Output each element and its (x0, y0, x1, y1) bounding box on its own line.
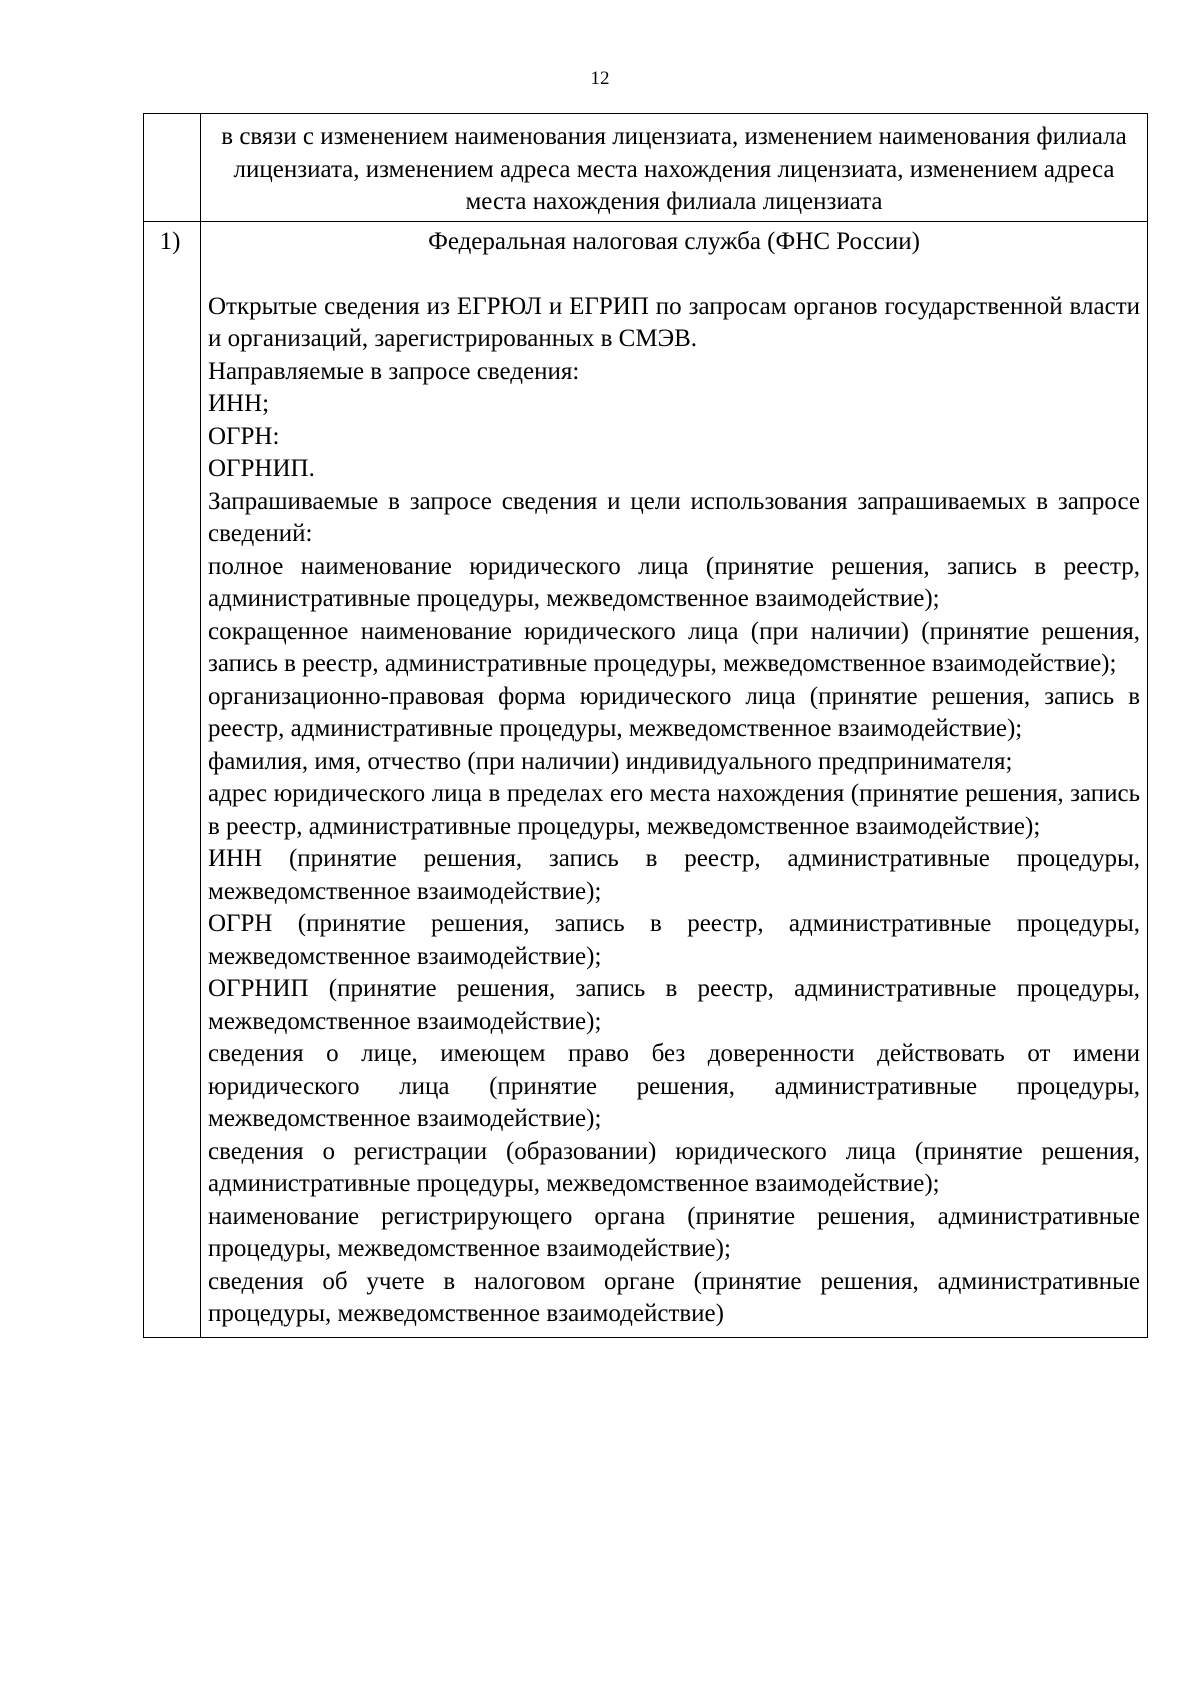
row-content (201, 221, 1148, 1337)
sent-item: ИНН; (208, 390, 270, 417)
page-number: 12 (590, 68, 610, 89)
requested-label: Запрашиваемые в запросе сведения и цели использования запрашиваемых в запросе сведений: (208, 487, 1140, 547)
row-number: 1) (144, 221, 201, 1337)
sent-label: Направляемые в запросе сведения: (208, 357, 580, 385)
requested-item: сведения об учете в налоговом органе (принятие решения, административные процедуры, межведомственное взаимодействие) (208, 1267, 1140, 1327)
table-header-row (144, 114, 1148, 222)
requested-item: ОГРН (принятие решения, запись в реестр, административные процедуры, межведомственное взаимодействие); (208, 910, 1140, 970)
requested-item: наименование регистрирующего органа (принятие решения, административные процедуры, межведомственное взаимодействие); (208, 1202, 1140, 1262)
sent-item: ОГРН: (208, 422, 280, 450)
requested-item: организационно-правовая форма юридического лица (принятие решения, запись в реестр, административные процедуры, межведомственное взаимодействие); (208, 682, 1140, 742)
requested-item: ИНН (принятие решения, запись в реестр, административные процедуры, межведомственное взаимодействие); (208, 845, 1140, 905)
requested-item: сведения о лице, имеющем право без доверенности действовать от имени юридического лица (принятие решения, административные процедуры, межведомственное взаимодействие); (208, 1040, 1140, 1132)
requested-item: сокращенное наименование юридического лица (при наличии) (принятие решения, запись в реестр, административные процедуры, межведомственное взаимодействие); (208, 617, 1140, 677)
sent-item: ОГРНИП. (208, 455, 315, 482)
requested-item: полное наименование юридического лица (принятие решения, запись в реестр, административные процедуры, межведомственное взаимодействие); (208, 552, 1140, 612)
requested-item: адрес юридического лица в пределах его места нахождения (принятие решения, запись в реестр, административные процедуры, межведомственное взаимодействие); (208, 780, 1140, 840)
service-title: Федеральная налоговая служба (ФНС России) (428, 227, 920, 255)
spacer (208, 258, 1140, 291)
requested-item: фамилия, имя, отчество (при наличии) индивидуального предпринимателя; (208, 747, 1013, 775)
document-table (143, 113, 1148, 1338)
requested-item: сведения о регистрации (образовании) юридического лица (принятие решения, административные процедуры, межведомственное взаимодействие); (208, 1137, 1140, 1197)
intro-text: Открытые сведения из ЕГРЮЛ и ЕГРИП по запросам органов государственной власти и организаций, зарегистрированных в СМЭВ. (208, 292, 1140, 352)
header-number-cell (144, 114, 201, 222)
table-row (144, 221, 1148, 1337)
header-text: в связи с изменением наименования лицензиата, изменением наименования филиала лицензиата, изменением адреса места нахождения лицензиата, изменением адреса места нахождения филиала лицензиата (201, 114, 1148, 222)
requested-item: ОГРНИП (принятие решения, запись в реестр, административные процедуры, межведомственное взаимодействие); (208, 975, 1140, 1035)
